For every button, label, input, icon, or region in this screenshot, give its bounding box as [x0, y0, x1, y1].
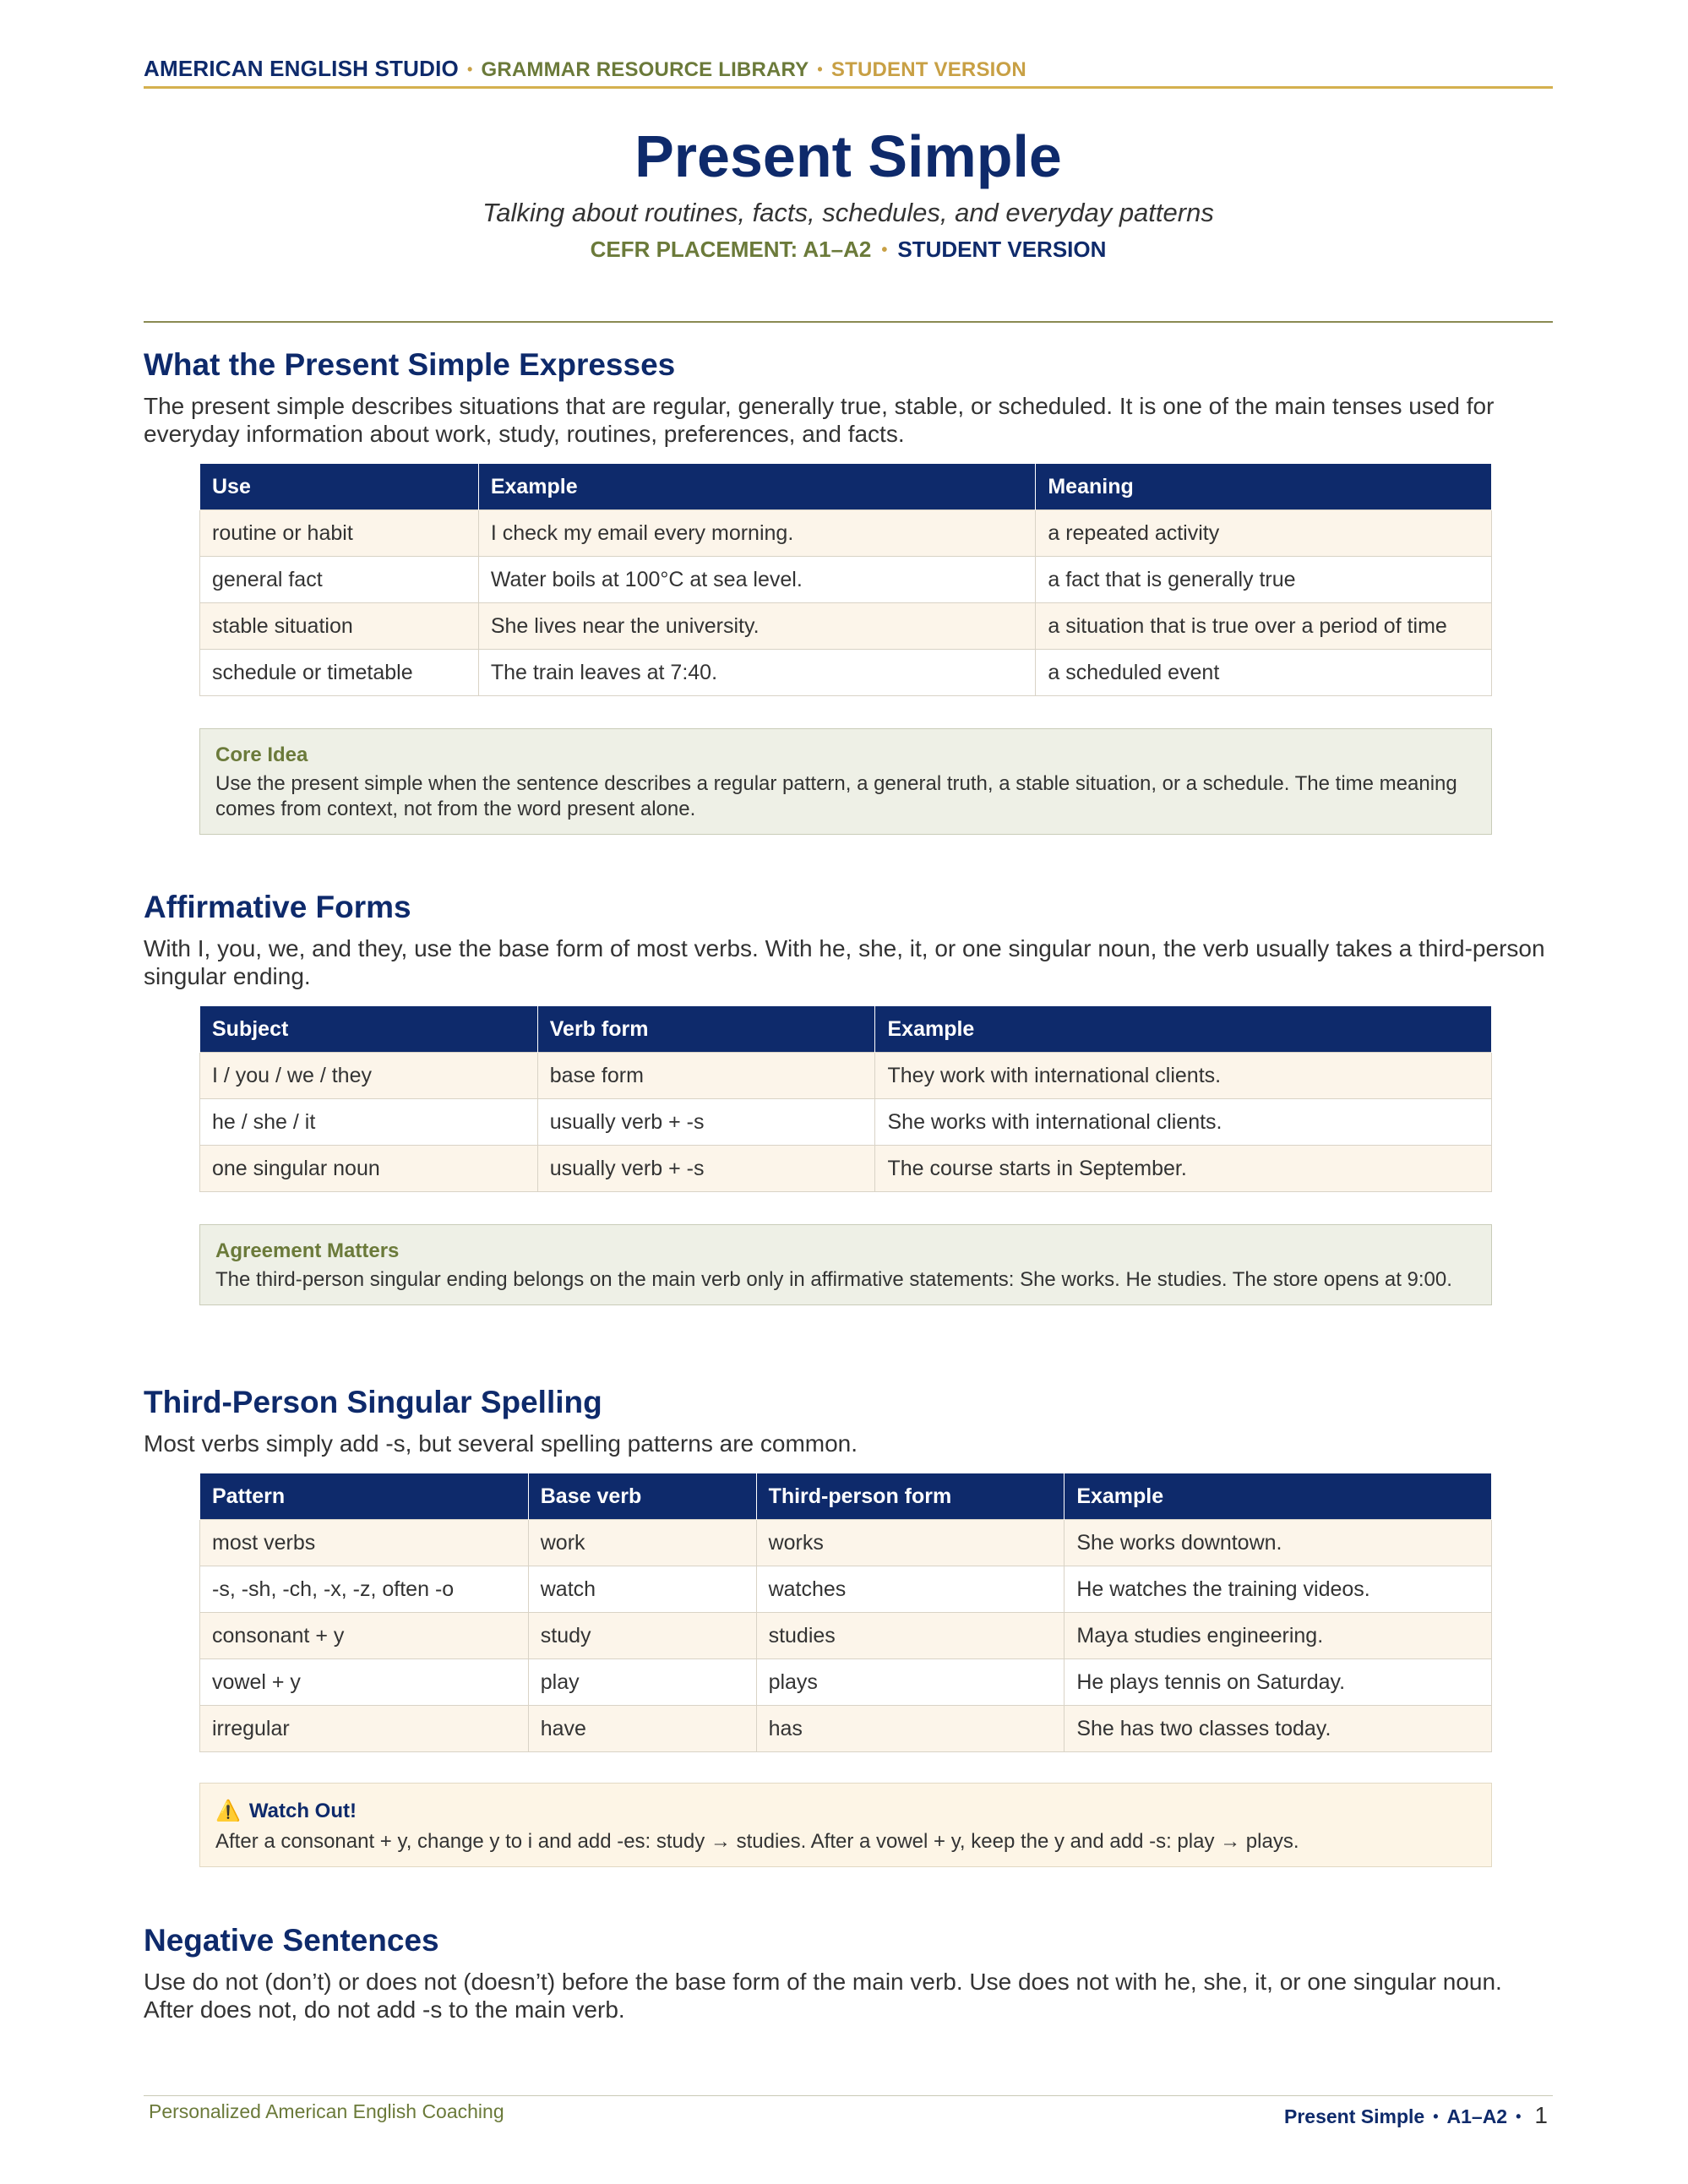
- footer-meta: [1284, 2102, 1548, 2129]
- table-cell: The course starts in September.: [875, 1146, 1492, 1192]
- table-cell: has: [756, 1706, 1065, 1752]
- column-header: Use: [200, 464, 479, 510]
- agreement-callout: [199, 1224, 1492, 1305]
- table-row: [200, 1659, 1492, 1706]
- section-spelling: [144, 1384, 1553, 1457]
- table-cell: study: [528, 1613, 756, 1659]
- table-row: [200, 650, 1492, 696]
- footer-level: A1–A2: [1446, 2105, 1508, 2127]
- table-cell: He plays tennis on Saturday.: [1065, 1659, 1492, 1706]
- callout-title: Core Idea: [215, 743, 308, 766]
- table-row: [200, 1520, 1492, 1566]
- table-cell: general fact: [200, 557, 479, 603]
- table-row: [200, 1706, 1492, 1752]
- column-header: Example: [478, 464, 1036, 510]
- column-header: Base verb: [528, 1473, 756, 1520]
- core-idea-callout: [199, 728, 1492, 835]
- table-cell: He watches the training videos.: [1065, 1566, 1492, 1613]
- watch-out-callout: [199, 1783, 1492, 1867]
- table-header-row: [200, 464, 1492, 510]
- section-intro: Most verbs simply add -s, but several spelling patterns are common.: [144, 1430, 858, 1457]
- table-cell: watches: [756, 1566, 1065, 1613]
- table-cell: most verbs: [200, 1520, 529, 1566]
- column-header: Example: [1065, 1473, 1492, 1520]
- section-heading: What the Present Simple Expresses: [144, 347, 676, 382]
- table-row: [200, 1053, 1492, 1099]
- table-cell: a situation that is true over a period of time: [1036, 603, 1492, 650]
- table-row: [200, 1566, 1492, 1613]
- footer-topic: Present Simple: [1284, 2105, 1425, 2127]
- table-row: [200, 1099, 1492, 1146]
- page-number: 1: [1534, 2102, 1548, 2128]
- footer-separator: •: [1516, 2108, 1522, 2125]
- section-intro: With I, you, we, and they, use the base form of most verbs. With he, she, it, or one singular noun, the verb usually takes a third-person singular ending.: [144, 935, 1545, 989]
- table-cell: stable situation: [200, 603, 479, 650]
- column-header: Third-person form: [756, 1473, 1065, 1520]
- table-row: [200, 1146, 1492, 1192]
- column-header: Verb form: [537, 1006, 875, 1053]
- footer-coaching: Personalized American English Coaching: [149, 2100, 504, 2122]
- warning-title-line: [215, 1799, 1476, 1824]
- table-cell: usually verb + -s: [537, 1146, 875, 1192]
- table-cell: play: [528, 1659, 756, 1706]
- table-row: [200, 1613, 1492, 1659]
- page-subtitle: Talking about routines, facts, schedules, and everyday patterns: [482, 198, 1214, 227]
- cefr-placement: CEFR PLACEMENT: A1–A2: [590, 237, 872, 262]
- callout-body: The third-person singular ending belongs on the main verb only in affirmative statements: She works. He studies. The store opens at 9:00.: [215, 1268, 1452, 1291]
- table-cell: Water boils at 100°C at sea level.: [478, 557, 1036, 603]
- table-cell: I check my email every morning.: [478, 510, 1036, 557]
- version-label: STUDENT VERSION: [830, 58, 1026, 81]
- table-cell: irregular: [200, 1706, 529, 1752]
- table-cell: base form: [537, 1053, 875, 1099]
- table-row: [200, 557, 1492, 603]
- placement-version: STUDENT VERSION: [897, 237, 1107, 262]
- section-heading: Affirmative Forms: [144, 890, 411, 924]
- table-cell: Maya studies engineering.: [1065, 1613, 1492, 1659]
- column-header: Pattern: [200, 1473, 529, 1520]
- table-cell: -s, -sh, -ch, -x, -z, often -o: [200, 1566, 529, 1613]
- brand-name: AMERICAN ENGLISH STUDIO: [144, 56, 459, 81]
- table-cell: She has two classes today.: [1065, 1706, 1492, 1752]
- table-cell: routine or habit: [200, 510, 479, 557]
- table-cell: work: [528, 1520, 756, 1566]
- table-cell: The train leaves at 7:40.: [478, 650, 1036, 696]
- column-header: Meaning: [1036, 464, 1492, 510]
- table-row: [200, 510, 1492, 557]
- table-cell: one singular noun: [200, 1146, 538, 1192]
- table-cell: watch: [528, 1566, 756, 1613]
- table-cell: a fact that is generally true: [1036, 557, 1492, 603]
- table-cell: consonant + y: [200, 1613, 529, 1659]
- header-separator: •: [466, 61, 473, 78]
- table-cell: studies: [756, 1613, 1065, 1659]
- table-cell: works: [756, 1520, 1065, 1566]
- section-affirmative-forms: [144, 889, 1553, 990]
- table-cell: She works with international clients.: [875, 1099, 1492, 1146]
- column-header: Example: [875, 1006, 1492, 1053]
- page-title: Present Simple: [634, 123, 1062, 189]
- header-rule: [144, 86, 1553, 89]
- table-cell: he / she / it: [200, 1099, 538, 1146]
- table-header-row: [200, 1006, 1492, 1053]
- header-separator: •: [817, 61, 823, 78]
- column-header: Subject: [200, 1006, 538, 1053]
- running-header: [144, 56, 1553, 82]
- table-cell: They work with international clients.: [875, 1053, 1492, 1099]
- table-cell: have: [528, 1706, 756, 1752]
- table-cell: vowel + y: [200, 1659, 529, 1706]
- footer-separator: •: [1433, 2108, 1439, 2125]
- section-negative-sentences: [144, 1922, 1553, 2023]
- section-heading: Negative Sentences: [144, 1923, 439, 1958]
- table-cell: She works downtown.: [1065, 1520, 1492, 1566]
- table-cell: I / you / we / they: [200, 1053, 538, 1099]
- table-cell: a scheduled event: [1036, 650, 1492, 696]
- warning-body: After a consonant + y, change y to i and add -es: study → studies. After a vowel + y, keep the y and add -s: play → plays.: [215, 1830, 1299, 1853]
- callout-title: Agreement Matters: [215, 1239, 400, 1262]
- placement-line: [144, 236, 1553, 264]
- footer-rule: [144, 2095, 1553, 2096]
- section-intro: Use do not (don’t) or does not (doesn’t) before the base form of the main verb. Use does not with he, she, it, or one singular noun. After does not, do not add -s to the main verb.: [144, 1969, 1502, 2023]
- table-cell: She lives near the university.: [478, 603, 1036, 650]
- table-cell: a repeated activity: [1036, 510, 1492, 557]
- section-what-expresses: [144, 346, 1553, 448]
- library-name: GRAMMAR RESOURCE LIBRARY: [481, 58, 809, 81]
- table-cell: schedule or timetable: [200, 650, 479, 696]
- title-rule: [144, 321, 1553, 323]
- spelling-table: [199, 1473, 1492, 1752]
- placement-separator: •: [881, 241, 888, 259]
- title-block: [144, 123, 1553, 264]
- uses-table: [199, 463, 1492, 696]
- table-row: [200, 603, 1492, 650]
- section-intro: The present simple describes situations that are regular, generally true, stable, or scheduled. It is one of the main tenses used for everyday information about work, study, routines, preferences, and facts.: [144, 393, 1495, 447]
- table-cell: plays: [756, 1659, 1065, 1706]
- affirmative-table: [199, 1005, 1492, 1192]
- table-header-row: [200, 1473, 1492, 1520]
- section-heading: Third-Person Singular Spelling: [144, 1385, 602, 1419]
- callout-body: Use the present simple when the sentence describes a regular pattern, a general truth, a stable situation, or a schedule. The time meaning comes from context, not from the word present alone.: [215, 772, 1457, 820]
- warning-title: Watch Out!: [248, 1800, 357, 1822]
- warning-icon: ⚠️: [215, 1800, 241, 1822]
- table-cell: usually verb + -s: [537, 1099, 875, 1146]
